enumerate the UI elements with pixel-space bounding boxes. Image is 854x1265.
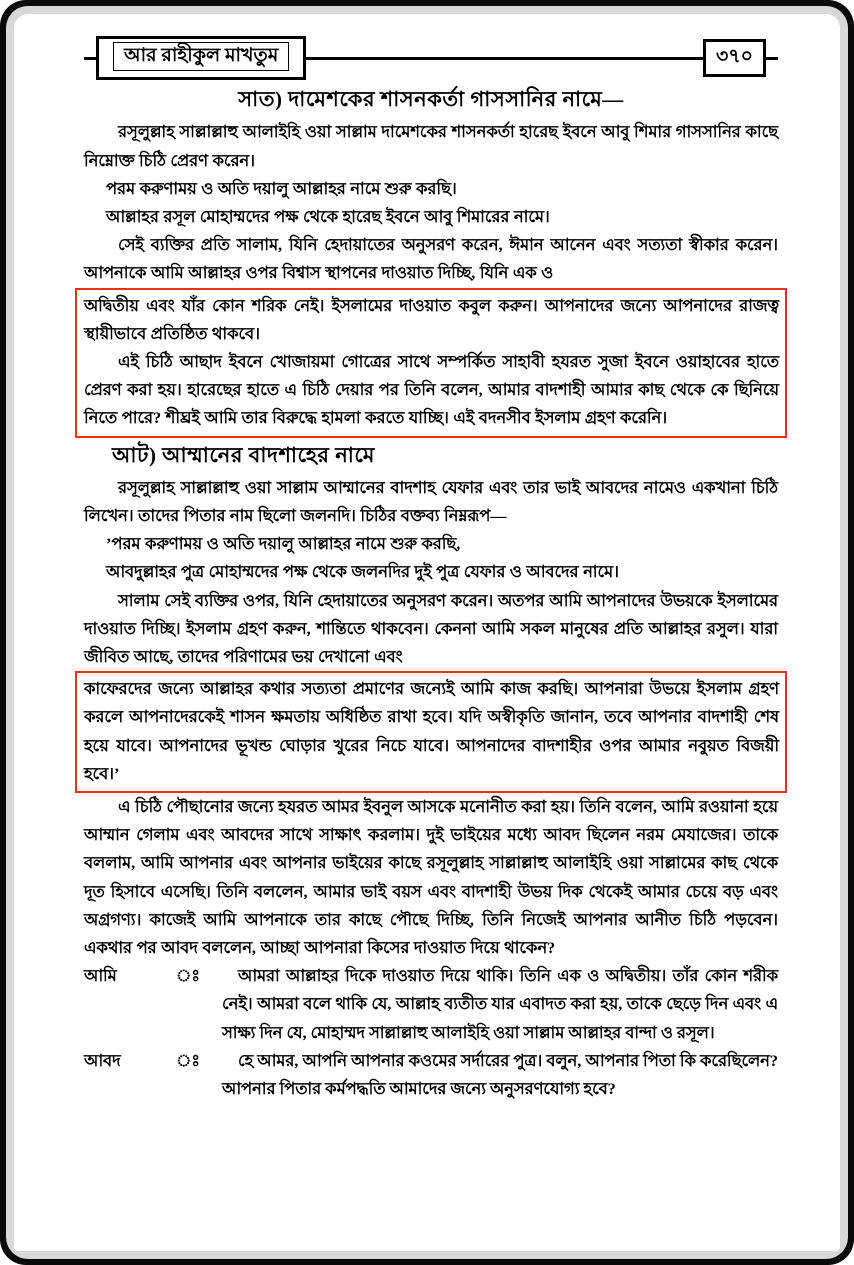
book-title-inner-rule <box>113 42 289 72</box>
header-rule-right-stub <box>766 57 778 60</box>
header-rule-left-stub <box>84 57 96 60</box>
dialogue-row <box>84 962 778 1047</box>
dialogue-colon: ঃ <box>176 966 200 986</box>
page-number: ৩৭০ <box>715 45 753 67</box>
dialogue-row <box>84 1047 778 1103</box>
paragraph: অদ্বিতীয় এবং যাঁর কোন শরিক নেই। ইসলামের দাওয়াত কবুল করুন। আপনাদের জন্যে আপনাদের রাজত্ব স্থায়ীভাবে প্রতিষ্ঠিত থাকবে। <box>84 295 779 343</box>
page-number-box <box>703 39 766 78</box>
paragraph: আবদুল্লাহর পুত্র মোহাম্মদের পক্ষ থেকে জলনদির দুই পুত্র যেফার ও আবদের নামে। <box>106 562 619 582</box>
paragraph: এ চিঠি পৌছানোর জন্যে হযরত আমর ইবনুল আসকে মনোনীত করা হয়। তিনি বলেন, আমি রওয়ানা হয়ে আম্মান গেলাম এবং আবদের সাথে সাক্ষাৎ করলাম। দুই ভাইয়ের মধ্যে আবদ ছিলেন নরম মেযাজের। তাকে বললাম, আমি আপনার এবং আপনার ভাইয়ের কাছে রসূলুল্লাহ সাল্লাল্লাহু আলাইহি ওয়া সাল্লামের কাছ থেকে দূত হিসাবে এসেছি। তিনি বললেন, আমার ভাই বয়স এবং বাদশাহী উভয় দিক থেকেই আমার চেয়ে বড় এবং অগ্রগণ্য। কাজেই আমি আপনাকে তার কাছে পৌছে দিচ্ছি, তিনি নিজেই আপনার আনীত চিঠি পড়বেন। একথার পর আবদ বললেন, আচ্ছা আপনারা কিসের দাওয়াত দিয়ে থাকেন? <box>84 797 778 958</box>
book-title-box <box>96 36 306 81</box>
paragraph: পরম করুণাময় ও অতি দয়ালু আল্লাহর নামে শুরু করছি। <box>106 178 457 198</box>
running-header <box>84 36 778 80</box>
section-heading-eight: আট) আম্মানের বাদশাহের নামে <box>112 442 375 467</box>
book-title: আর রাহীকুল মাখতুম <box>124 44 279 66</box>
paragraph: এই চিঠি আছাদ ইবনে খোজায়মা গোত্রের সাথে সম্পর্কিত সাহাবী হযরত সুজা ইবনে ওয়াহাবের হাতে প্রেরণ করা হয়। হারেছের হাতে এ চিঠি দেয়ার পর তিনি বলেন, আমার বাদশাহী আমার কাছ থেকে কে ছিনিয়ে নিতে পারে? শীঘ্রই আমি তার বিরুদ্ধে হামলা করতে যাচ্ছি। এই বদনসীব ইসলাম গ্রহণ করেনি। <box>84 351 779 428</box>
dialogue-speaker: আবদ <box>84 1050 121 1070</box>
red-annotation-box-2 <box>75 671 787 793</box>
dialogue-text: আমরা আল্লাহর দিকে দাওয়াত দিয়ে থাকি। তিনি এক ও অদ্বিতীয়। তাঁর কোন শরীক নেই। আমরা বলে থাকি যে, আল্লাহ ব্যতীত যার এবাদত করা হয়, তাকে ছেড়ে দিন এবং এ সাক্ষ্য দিন যে, মোহাম্মদ সাল্লাল্লাহু আলাইহি ওয়া সাল্লাম আল্লাহর বান্দা ও রসূল। <box>222 966 778 1042</box>
scan-frame-inner <box>6 6 848 1259</box>
red-annotation-box-1 <box>75 288 787 438</box>
paragraph: কাফেরদের জন্যে আল্লাহর কথার সত্যতা প্রমাণের জন্যেই আমি কাজ করছি। আপনারা উভয়ে ইসলাম গ্রহণ করলে আপনাদেরকেই শাসন ক্ষমতায় অধিষ্ঠিত রাখা হবে। যদি অস্বীকৃতি জানান, তবে আপনার বাদশাহী শেষ হয়ে যাবে। আপনাদের ভূখন্ড ঘোড়ার খুরের নিচে যাবে। আপনাদের বাদশাহীর ওপর আমার নবুয়ত বিজয়ী হবে।’ <box>84 679 779 783</box>
paragraph: আল্লাহর রসূল মোহাম্মদের পক্ষ থেকে হারেছ ইবনে আবু শিমারের নামে। <box>106 206 550 226</box>
dialogue-colon: ঃ <box>176 1050 200 1070</box>
header-rule <box>306 57 703 60</box>
paragraph: রসূলুল্লাহ সাল্লাল্লাহু ওয়া সাল্লাম আম্মানের বাদশাহ যেফার এবং তার ভাই আবদের নামেও একখানা চিঠি লিখেন। তাদের পিতার নাম ছিলো জলনদি। চিঠির বক্তব্য নিম্নরূপ— <box>84 477 778 526</box>
paragraph: ’পরম করুণাময় ও অতি দয়ালু আল্লাহর নামে শুরু করছি, <box>106 534 461 554</box>
dialogue-text: হে আমর, আপনি আপনার কওমের সর্দারের পুত্র। বলুন, আপনার পিতা কি করেছিলেন? আপনার পিতার কর্মপদ্ধতি আমাদের জন্যে অনুসরণযোগ্য হবে? <box>222 1050 778 1099</box>
page-content <box>14 14 840 1103</box>
paragraph: সালাম সেই ব্যক্তির ওপর, যিনি হেদায়াতের অনুসরণ করেন। অতপর আমি আপনাদের উভয়কে ইসলামের দাওয়াত দিচ্ছি। ইসলাম গ্রহণ করুন, শান্তিতে থাকবেন। কেননা আমি সকল মানুষের প্রতি আল্লাহর রসুল। যারা জীবিত আছে, তাদের পরিণামের ভয় দেখানো এবং <box>84 590 778 667</box>
section-heading-seven: সাত) দামেশকের শাসনকর্তা গাসসানির নামে— <box>238 87 624 111</box>
page-sheet <box>14 14 840 1251</box>
dialogue-speaker: আমি <box>84 966 117 986</box>
paragraph: সেই ব্যক্তির প্রতি সালাম, যিনি হেদায়াতের অনুসরণ করেন, ঈমান আনেন এবং সত্যতা স্বীকার করেন। আপনাকে আমি আল্লাহর ওপর বিশ্বাস স্থাপনের দাওয়াত দিচ্ছি, যিনি এক ও <box>84 235 778 283</box>
paragraph: রসূলুল্লাহ সাল্লাল্লাহু আলাইহি ওয়া সাল্লাম দামেশকের শাসনকর্তা হারেছ ইবনে আবু শিমার গাসসানির কাছে নিম্নোক্ত চিঠি প্রেরণ করেন। <box>84 122 778 170</box>
